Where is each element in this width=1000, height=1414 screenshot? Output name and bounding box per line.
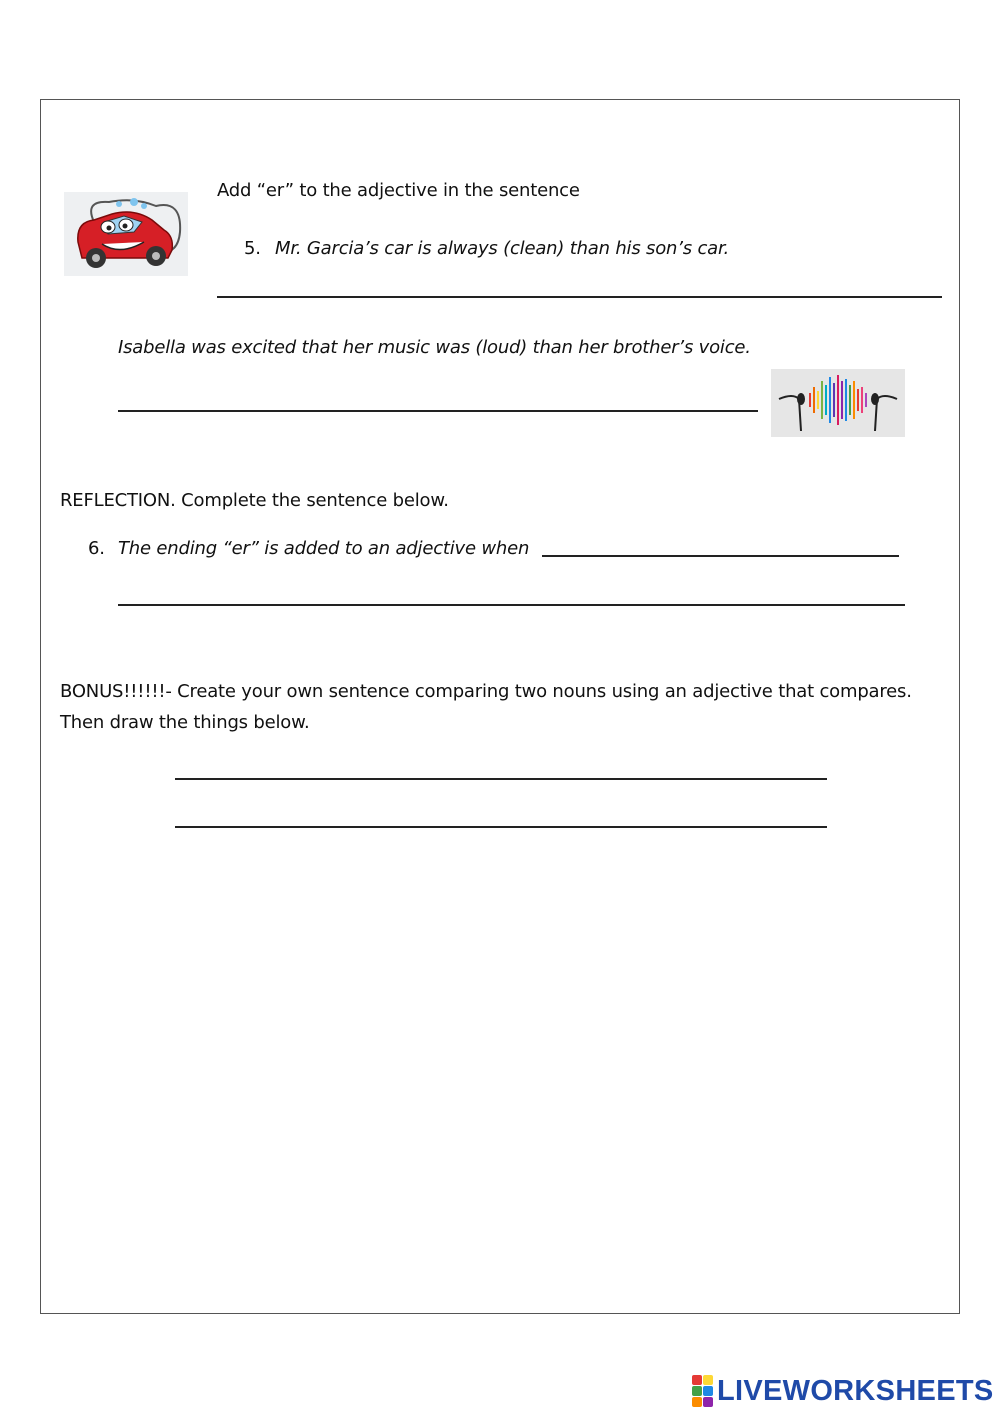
bonus-answer-line-2[interactable] bbox=[175, 826, 827, 828]
question-5-number: 5. bbox=[244, 238, 261, 259]
music-equalizer-image bbox=[771, 369, 905, 437]
answer-line-6a[interactable] bbox=[542, 555, 899, 557]
answer-line-5[interactable] bbox=[217, 296, 942, 298]
reflection-heading: REFLECTION. Complete the sentence below. bbox=[60, 490, 449, 511]
answer-line-6b[interactable] bbox=[118, 604, 905, 606]
car-wash-image bbox=[64, 192, 188, 276]
instruction-text: Add “er” to the adjective in the sentence bbox=[217, 180, 580, 201]
bonus-answer-line-1[interactable] bbox=[175, 778, 827, 780]
answer-line-isabella[interactable] bbox=[118, 410, 758, 412]
logo-blocks-icon bbox=[692, 1375, 713, 1407]
worksheet-border bbox=[40, 99, 960, 1314]
bonus-text-line1: BONUS!!!!!!- Create your own sentence comparing two nouns using an adjective that compares. bbox=[60, 681, 912, 702]
liveworksheets-logo bbox=[692, 1374, 994, 1408]
isabella-sentence: Isabella was excited that her music was (loud) than her brother’s voice. bbox=[118, 337, 751, 358]
question-6-number: 6. bbox=[88, 538, 105, 559]
question-6-text: The ending “er” is added to an adjective when bbox=[118, 538, 530, 559]
bonus-text-line2: Then draw the things below. bbox=[60, 712, 310, 733]
question-5-text: Mr. Garcia’s car is always (clean) than his son’s car. bbox=[275, 238, 730, 259]
logo-text: LIVEWORKSHEETS bbox=[717, 1374, 994, 1407]
